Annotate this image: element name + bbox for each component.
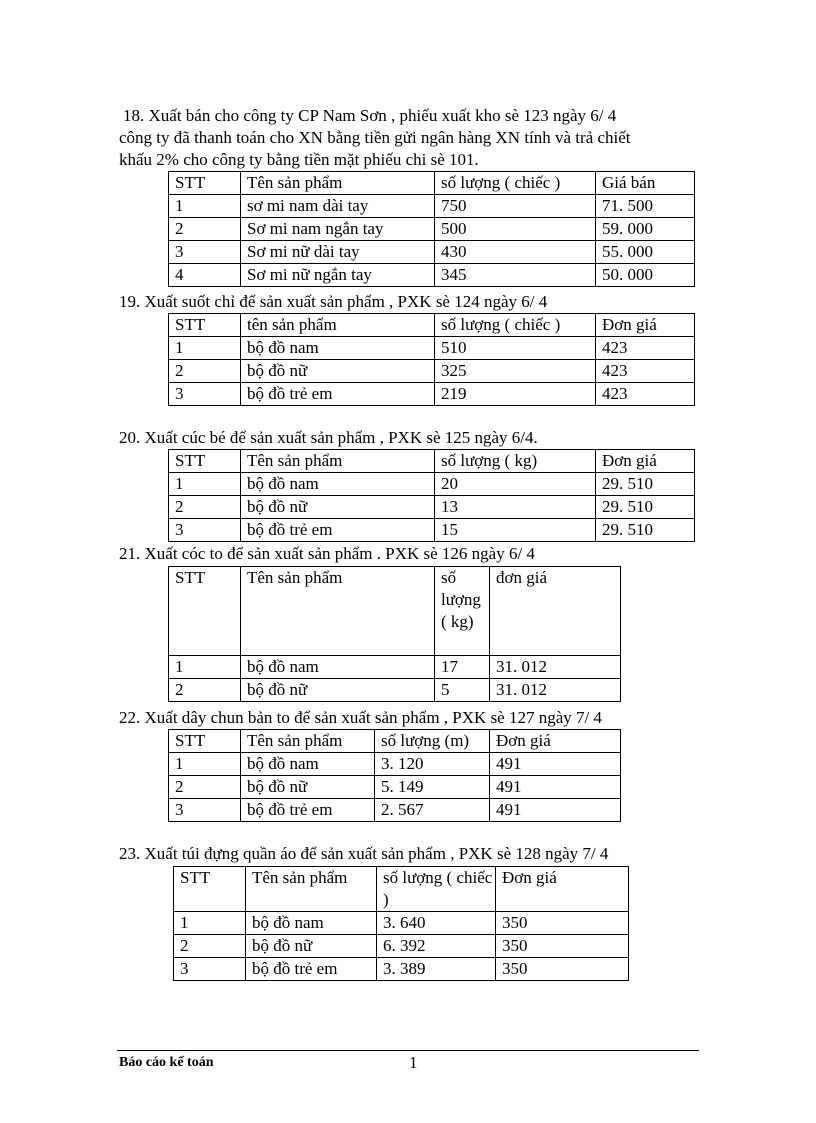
table-cell: 219	[435, 383, 596, 406]
table-cell: 3. 389	[377, 958, 496, 981]
table-cell: bộ đồ nam	[241, 473, 435, 496]
header-cell: Tên sản phẩm	[241, 450, 435, 473]
table-cell: 491	[490, 799, 621, 822]
header-cell: STT	[169, 450, 241, 473]
header-cell: Đơn giá	[596, 314, 695, 337]
table-cell: 29. 510	[596, 473, 695, 496]
header-cell: tên sản phẩm	[241, 314, 435, 337]
header-cell: Tên sản phẩm	[246, 867, 377, 912]
table-cell: 2	[169, 776, 241, 799]
table-cell: bộ đồ nữ	[241, 496, 435, 519]
table-cell: bộ đồ nam	[241, 656, 435, 679]
table-row	[169, 799, 621, 822]
header-cell: số lượng ( chiếc )	[377, 867, 496, 912]
table-row	[169, 519, 695, 542]
table-header-row	[174, 867, 629, 912]
table-cell: 17	[435, 656, 490, 679]
table-cell: sơ mi nam dài tay	[241, 195, 435, 218]
header-cell: STT	[169, 730, 241, 753]
table-cell: 13	[435, 496, 596, 519]
table-cell: 2	[169, 360, 241, 383]
table-cell: Sơ mi nữ dài tay	[241, 241, 435, 264]
table-cell: 20	[435, 473, 596, 496]
header-cell: STT	[169, 314, 241, 337]
table-cell: 5. 149	[375, 776, 490, 799]
header-cell: Tên sản phẩm	[241, 172, 435, 195]
table-cell: 1	[169, 195, 241, 218]
footer-title: Báo cáo kế toán	[119, 1055, 214, 1070]
table-cell: 423	[596, 383, 695, 406]
table-cell: 1	[169, 473, 241, 496]
table-cell: 3. 120	[375, 753, 490, 776]
header-cell: Đơn giá	[490, 730, 621, 753]
table-cell: bộ đồ trẻ em	[241, 383, 435, 406]
section-18-line-1: 18. Xuất bán cho công ty CP Nam Sơn , phiếu xuất kho sè 123 ngày 6/ 4	[123, 106, 617, 125]
header-cell: số lượng ( chiếc )	[435, 172, 596, 195]
table-cell: 510	[435, 337, 596, 360]
table-cell: 15	[435, 519, 596, 542]
table-row	[169, 264, 695, 287]
table-cell: 325	[435, 360, 596, 383]
table-row	[169, 383, 695, 406]
table-cell: 750	[435, 195, 596, 218]
table-cell: 59. 000	[596, 218, 695, 241]
table-row	[174, 935, 629, 958]
table-cell: 2	[169, 496, 241, 519]
table-cell: 3. 640	[377, 912, 496, 935]
table-cell: 423	[596, 337, 695, 360]
table-cell: 423	[596, 360, 695, 383]
table-cell: 71. 500	[596, 195, 695, 218]
table-row	[169, 753, 621, 776]
table-cell: 6. 392	[377, 935, 496, 958]
table-cell: 2	[174, 935, 246, 958]
table-row	[169, 679, 621, 702]
table-cell: 2. 567	[375, 799, 490, 822]
table-19	[168, 313, 695, 406]
table-cell: 1	[169, 337, 241, 360]
table-row	[174, 912, 629, 935]
header-cell: Giá bán	[596, 172, 695, 195]
table-row	[169, 337, 695, 360]
header-cell: Tên sản phẩm	[241, 730, 375, 753]
table-23	[173, 866, 629, 981]
table-cell: bộ đồ trẻ em	[241, 799, 375, 822]
table-cell: bộ đồ trẻ em	[241, 519, 435, 542]
table-cell: 55. 000	[596, 241, 695, 264]
table-row	[169, 496, 695, 519]
table-row	[174, 958, 629, 981]
table-header-row	[169, 172, 695, 195]
table-22	[168, 729, 621, 822]
table-cell: 430	[435, 241, 596, 264]
table-row	[169, 360, 695, 383]
table-row	[169, 218, 695, 241]
section-20-heading: 20. Xuất cúc bé để sản xuất sản phẩm , PXK sè 125 ngày 6/4.	[119, 428, 538, 447]
table-21	[168, 566, 621, 702]
table-row	[169, 195, 695, 218]
table-cell: 29. 510	[596, 496, 695, 519]
header-cell: số lượng ( kg)	[435, 567, 490, 656]
table-cell: 1	[169, 656, 241, 679]
section-21-heading: 21. Xuất cóc to để sản xuất sản phẩm . PXK sè 126 ngày 6/ 4	[119, 544, 535, 563]
table-cell: bộ đồ nữ	[246, 935, 377, 958]
header-cell: STT	[174, 867, 246, 912]
table-cell: 500	[435, 218, 596, 241]
section-19-heading: 19. Xuất suốt chỉ để sản xuất sản phẩm , PXK sè 124 ngày 6/ 4	[119, 292, 548, 311]
table-cell: 3	[169, 241, 241, 264]
table-cell: 3	[169, 799, 241, 822]
table-cell: 31. 012	[490, 679, 621, 702]
table-cell: 5	[435, 679, 490, 702]
table-18	[168, 171, 695, 287]
table-cell: bộ đồ nữ	[241, 776, 375, 799]
header-cell: STT	[169, 172, 241, 195]
table-cell: bộ đồ nam	[241, 337, 435, 360]
table-cell: 4	[169, 264, 241, 287]
table-cell: 29. 510	[596, 519, 695, 542]
table-cell: 491	[490, 776, 621, 799]
table-cell: 3	[169, 519, 241, 542]
table-cell: 350	[496, 958, 629, 981]
table-row	[169, 473, 695, 496]
table-cell: bộ đồ nữ	[241, 360, 435, 383]
table-row	[169, 241, 695, 264]
header-cell: STT	[169, 567, 241, 656]
table-cell: bộ đồ nữ	[241, 679, 435, 702]
table-cell: bộ đồ trẻ em	[246, 958, 377, 981]
section-23-heading: 23. Xuất túi đựng quần áo để sản xuất sản phẩm , PXK sè 128 ngày 7/ 4	[119, 844, 609, 863]
section-22-heading: 22. Xuất dây chun bản to để sản xuất sản phẩm , PXK sè 127 ngày 7/ 4	[119, 708, 602, 727]
table-cell: 2	[169, 679, 241, 702]
section-18-line-3: khấu 2% cho công ty bằng tiền mặt phiếu chi sè 101.	[119, 150, 479, 169]
table-cell: bộ đồ nam	[241, 753, 375, 776]
table-cell: 350	[496, 935, 629, 958]
table-cell: 350	[496, 912, 629, 935]
table-cell: 1	[169, 753, 241, 776]
header-cell: Tên sản phẩm	[241, 567, 435, 656]
table-cell: 31. 012	[490, 656, 621, 679]
table-row	[169, 656, 621, 679]
table-cell: 3	[169, 383, 241, 406]
header-cell: số lượng (m)	[375, 730, 490, 753]
section-18-line-2: công ty đã thanh toán cho XN bằng tiền gửi ngân hàng XN tính và trả chiết	[119, 128, 631, 147]
table-cell: 3	[174, 958, 246, 981]
table-cell: 50. 000	[596, 264, 695, 287]
header-cell: Đơn giá	[596, 450, 695, 473]
table-row	[169, 776, 621, 799]
table-cell: 1	[174, 912, 246, 935]
header-cell: số lượng ( kg)	[435, 450, 596, 473]
header-cell: đơn giá	[490, 567, 621, 656]
table-header-row	[169, 567, 621, 656]
table-20	[168, 449, 695, 542]
table-header-row	[169, 450, 695, 473]
footer-divider	[117, 1050, 699, 1051]
page-number: 1	[409, 1053, 418, 1072]
table-cell: Sơ mi nữ ngắn tay	[241, 264, 435, 287]
header-cell: số lượng ( chiếc )	[435, 314, 596, 337]
table-cell: bộ đồ nam	[246, 912, 377, 935]
table-cell: 345	[435, 264, 596, 287]
table-cell: 491	[490, 753, 621, 776]
table-cell: Sơ mi nam ngắn tay	[241, 218, 435, 241]
table-header-row	[169, 314, 695, 337]
table-header-row	[169, 730, 621, 753]
table-cell: 2	[169, 218, 241, 241]
header-cell: Đơn giá	[496, 867, 629, 912]
